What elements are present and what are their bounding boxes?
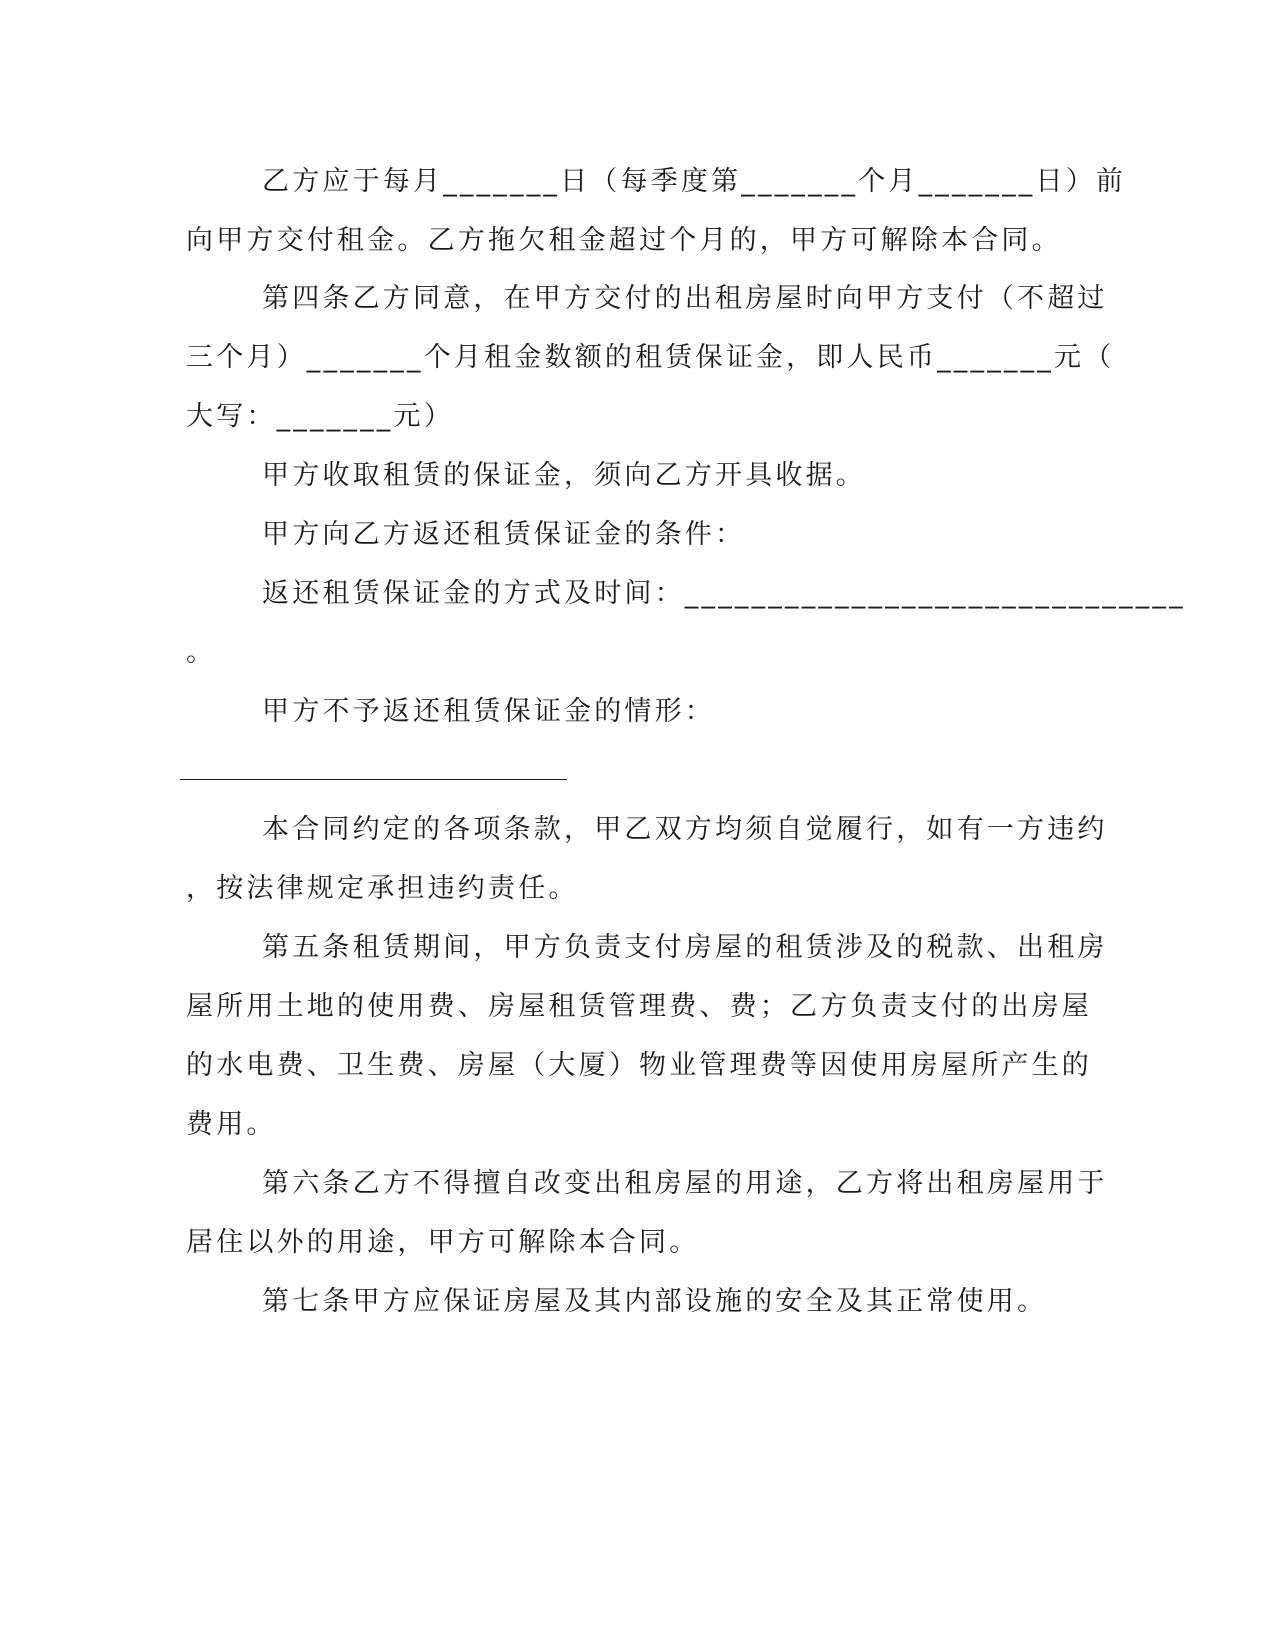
paragraph-line: 返还租赁保证金的方式及时间：______________________________ — [262, 578, 1186, 609]
paragraph-line: 三个月）_______个月租金数额的租赁保证金，即人民币_______元（ — [186, 342, 1115, 373]
paragraph-line: ，按法律规定承担违约责任。 — [186, 873, 579, 904]
paragraph-line: 居住以外的用途，甲方可解除本合同。 — [186, 1227, 700, 1258]
paragraph-line: 大写：_______元） — [186, 401, 454, 432]
paragraph-line: 费用。 — [186, 1109, 277, 1140]
paragraph-line: 甲方向乙方返还租赁保证金的条件： — [262, 519, 746, 550]
paragraph-line: 第五条租赁期间，甲方负责支付房屋的租赁涉及的税款、出租房 — [262, 932, 1108, 963]
paragraph-line: 向甲方交付租金。乙方拖欠租金超过个月的，甲方可解除本合同。 — [186, 225, 1062, 256]
paragraph-line: 第六条乙方不得擅自改变出租房屋的用途，乙方将出租房屋用于 — [262, 1168, 1108, 1199]
paragraph-line: 本合同约定的各项条款，甲乙双方均须自觉履行，如有一方违约 — [262, 814, 1108, 845]
paragraph-line: 乙方应于每月_______日（每季度第_______个月_______日）前 — [262, 166, 1127, 197]
blank-fill-line — [180, 779, 567, 780]
paragraph-line: 屋所用土地的使用费、房屋租赁管理费、费；乙方负责支付的出房屋 — [186, 991, 1092, 1022]
paragraph-line: 的水电费、卫生费、房屋（大厦）物业管理费等因使用房屋所产生的 — [186, 1050, 1092, 1081]
paragraph-line: 第七条甲方应保证房屋及其内部设施的安全及其正常使用。 — [262, 1286, 1048, 1317]
paragraph-line: 甲方不予返还租赁保证金的情形： — [262, 696, 715, 727]
paragraph-line: 甲方收取租赁的保证金，须向乙方开具收据。 — [262, 460, 866, 491]
paragraph-line: 。 — [186, 637, 217, 668]
paragraph-line: 第四条乙方同意，在甲方交付的出租房屋时向甲方支付（不超过 — [262, 283, 1108, 314]
